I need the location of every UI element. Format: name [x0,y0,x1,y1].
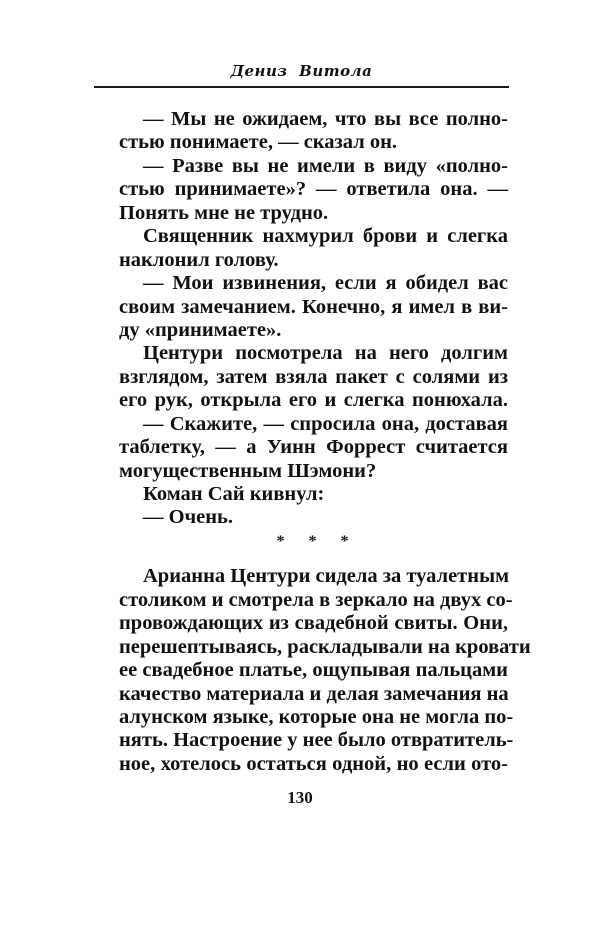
text-line: его рук, открыла его и слегка понюхала. [119,389,508,412]
section-gap [119,553,508,565]
text-line: Священник нахмурил брови и слегка [143,225,508,248]
text-line: Арианна Центури сидела за туалетным [143,565,510,588]
text-line: Понять мне не трудно. [119,201,329,224]
text-section-2 [119,565,531,776]
text-line: стью понимаете, — сказал он. [119,131,398,154]
text-line: провождающих из свадебной свиты. Они, [119,612,508,635]
text-line: нять. Настроение у нее было отвратитель- [119,729,514,752]
text-line: Коман Сай кивнул: [143,483,325,505]
text-line: могущественным Шэмони? [119,459,377,482]
text-line: стью принимаете»? — ответила она. — [119,178,508,201]
section-separator: * * * [276,532,359,550]
text-section-1 [119,108,508,530]
text-line: взглядом, затем взяла пакет с солями из [119,365,508,388]
text-line: качество материала и делая замечания на [119,682,509,705]
text-line: ее свадебное платье, ощупывая пальцами [119,659,508,682]
text-line: ду «принимаете». [119,318,282,341]
text-line: наклонил голову. [119,248,279,271]
text-line: перешептываясь, раскладывали на кровати [119,635,531,658]
text-line: столиком и смотрела в зеркало на двух со- [119,588,513,611]
text-line: — Разве вы не имели в виду «полно- [143,154,508,177]
text-line: — Скажите, — спросила она, доставая [143,412,508,435]
text-line: алунском языке, которые она не могла по- [119,705,514,728]
text-line: ное, хотелось остаться одной, но если ото- [119,752,508,775]
header-rule [94,86,509,88]
text-line: Центури посмотрела на него долгим [143,342,508,365]
text-line: таблетку, — а Уинн Форрест считается [119,436,508,459]
text-line: своим замечанием. Конечно, я имел в ви- [119,295,508,318]
running-head-author: Дениз Витола [230,62,373,80]
page-number: 130 [287,788,313,807]
text-line: — Мои извинения, если я обидел вас [143,272,508,295]
text-line: — Мы не ожидаем, что вы все полно- [143,108,508,130]
body-text [119,108,531,776]
text-line: — Очень. [143,506,234,529]
